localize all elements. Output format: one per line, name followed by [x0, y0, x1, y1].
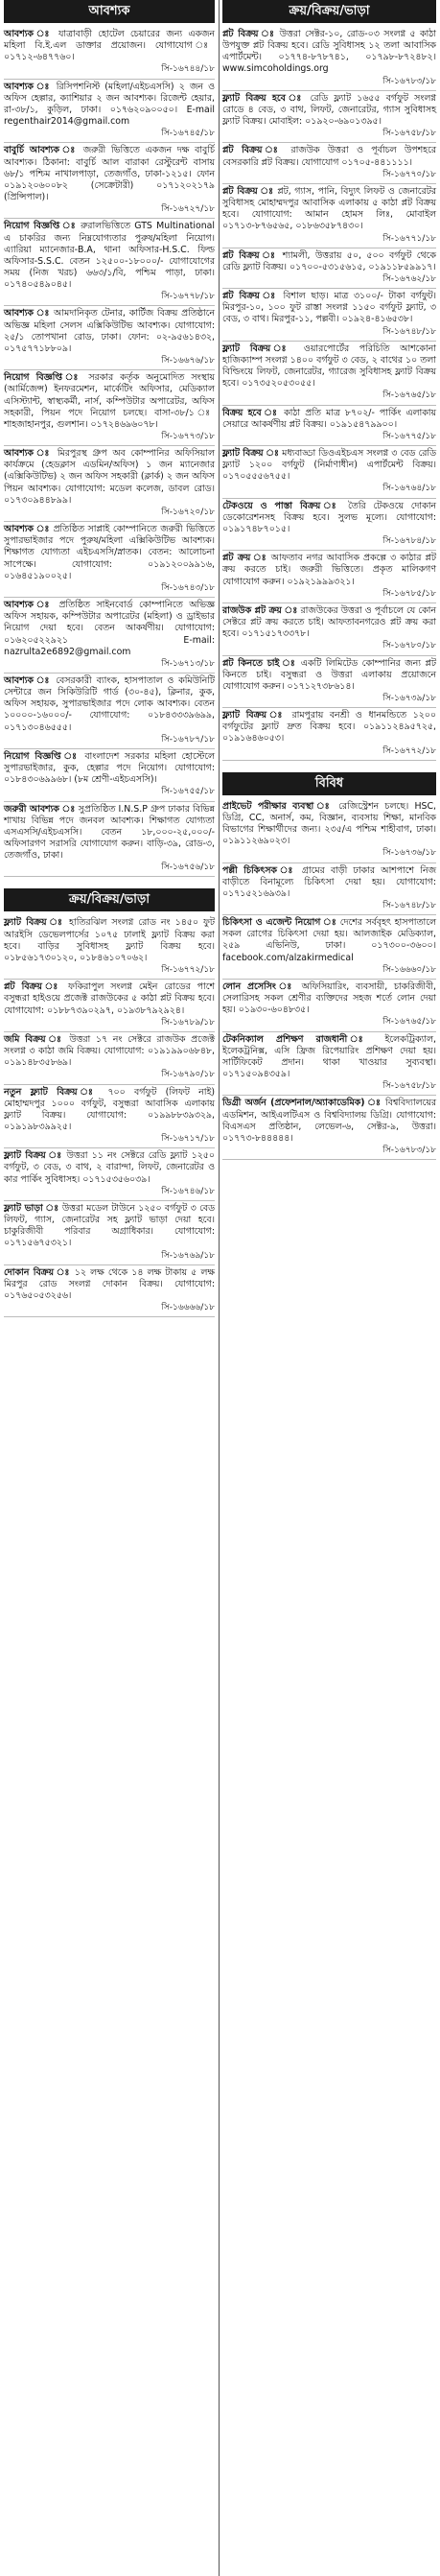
ad-body: মিরপুরস্থ গ্রুপ অব কোম্পানির অফিসিয়াল কার্যক্রমে (হেডক্লাস এডমিন/অফিস) ১ জন ম্যানেজার (এক্সিকিউটিভ) ২ জন অফিস সহকারী (ক্লার্ক) ২ জন অফিস পিয়ন আবশ্যক। যোগাযোগ: মডেল কলেজ, ডাবল রোড। ০১৭৩০৯৪৪৮৯৯।	[4, 448, 215, 506]
ad-heading: প্লট বিক্রয় ঃ	[4, 981, 62, 993]
ad-body: রাজউকের উত্তরা ও পূর্বাচলে যে কোন সেক্টরে প্লট ক্রয় করতে চাই। আফতাবনগরেও প্লট ক্রয় করা হবে। ০১৭১৫১৭৩৩৭৮।	[222, 604, 436, 640]
ad-body: বিশাল ছাড়। মাত্র ৩১০০/- টাকা বর্গফুট। মিরপুর-১০, ১০০ ফুট রাস্তা সংলগ্ন ১১৫০ বর্গফুট ফ্ল্যাট, ৩ বেড, ৩ বাথ। মিরপুর-১১, পল্লবী। ০১৯২৪-৪১৬৫৩৮।	[222, 291, 437, 325]
ad-body: ১২ লক্ষ থেকে ১৪ লক্ষ টাকায় ৫ লক্ষ মিরপুর রোড সংলগ্ন দোকান বিক্রয়। যোগাযোগ: ০১৭৬৫০৫৩২৫৬।	[4, 1266, 216, 1301]
ad-reference: সি-১৬৭৮৩/১৮	[382, 76, 436, 86]
ad-heading: নিয়োগ বিজ্ঞপ্তি ঃ	[4, 372, 82, 384]
ad-reference: সি-১৬৭৬৪/১৮	[382, 484, 436, 494]
ad-reference: সি-১৬৭৮৭/১৮	[161, 734, 215, 744]
ad-heading: আবশ্যক ঃ	[4, 674, 52, 686]
classified-ad	[4, 980, 215, 1032]
classified-ad	[4, 522, 215, 598]
ad-heading: দোকান বিক্রয় ঃ	[4, 1266, 71, 1278]
ad-body: রিসিপশনিস্ট (মহিলা/এইচএসসি) ২ জন ও অফিস হেল্পার, ক্যাশিয়ার ২ জন আবশ্যক। রিজেন্ট হেয়ার, রা-৩৮/১, কুড়িল, ঢাকা। ০১৭৬২০৯০০৫০। E-mail regenthair2014@gmail.com	[4, 81, 215, 128]
classified-ad	[222, 656, 436, 709]
classified-ad	[222, 603, 436, 656]
ad-heading: ফ্ল্যাট বিক্রয় ঃ	[222, 448, 280, 459]
ad-body: বিশ্ববিদ্যালয়ের এডমিশন, আইএলটিএস ও বিশ্ববিদ্যালয় ডিগ্রি। যোগাযোগ: বিএসএস প্রতিষ্ঠান, লেভেল-৬, সেক্টর-৯, উত্তরা। ০১৭৭৩-৮৪৪৪৪৪।	[222, 1098, 436, 1144]
ad-reference: সি-১৬৭২০/১৮	[161, 507, 215, 517]
ad-body: মধ্যবাড্ডা ডিওএইচএস সংলগ্ন ৩ বেড রেডি ফ্ল্যাট ১২০০ বর্গফুট (নির্মাণাধীন) এপার্টমেন্ট বিক্রয়। ০১৭০৫৫৫৬৭৫৫।	[222, 448, 436, 483]
ad-heading: নিয়োগ বিজ্ঞপ্তি ঃ	[4, 221, 77, 232]
ad-heading: নিয়োগ বিজ্ঞপ্তি ঃ	[4, 750, 80, 762]
ad-heading: লোন প্রসেসিং ঃ	[222, 981, 295, 992]
ad-body: সুপ্রতিষ্ঠিত I.N.S.P গ্রুপ ঢাকার বিভিন্ন শাখায় বিভিন্ন পদে জনবল আবশ্যক। শিক্ষাগত যোগ্যতা এসএসসি/এইচএসসি। বেতন ১৮,০০০-২৫,০০০/- অফিসারগণ সরাসরি যোগাযোগ করুন। বাড়ি-৩৯, রোড-৩, তেজগাঁও, ঢাকা।	[4, 803, 215, 862]
ad-reference: সি-১৬৭৮০/১৮	[382, 641, 436, 651]
ad-body: একটি লিমিটেড কোম্পানির জন্য প্লট কিনতে চাই। বসুন্ধরা ও উত্তরা এলাকায় প্রয়োজনে যোগাযোগ করুন। ০১৭১২৭৩৮৬১৪।	[222, 657, 436, 692]
ad-body: হাতিরঝিল সংলগ্ন রোড নং ১৪৫০ ফুট আরইসি ডেভেলপার্সের ১০৭৫ ঢালাই ফ্ল্যাট বিক্রয় করা হবে। বাড়ির সুবিধাসহ ফ্ল্যাট বিক্রয় হবে। ০১৮৫৬১৭৩০১২০, ০১৮৪৬১০৭০৬২।	[4, 917, 215, 963]
ad-heading: আবশ্যক ঃ	[4, 524, 50, 535]
ad-reference: সি-১৬৭৯০/১৮	[161, 1070, 215, 1080]
classified-section	[4, 888, 215, 1317]
classified-ad	[4, 674, 215, 749]
classified-ad	[222, 799, 436, 863]
classified-ad	[222, 708, 436, 761]
ad-heading: ফ্ল্যাট বিক্রয় ঃ	[222, 343, 294, 354]
ad-reference: সি-১৬৭৪৬/১৮	[161, 1186, 215, 1196]
ad-body: গ্রামের বাড়ী ঢাকার আশপাশে নিজ বাড়ীতে বিনামূল্যে চিকিৎসা দেয়া হয়। যোগাযোগ: ০১৭১৫২১৬৯৩৯।	[222, 864, 436, 899]
ad-heading: ফ্ল্যাট বিক্রয় ঃ	[222, 710, 286, 721]
classified-ad	[4, 80, 215, 144]
ad-reference: সি-১৬৭৬৫/১৮	[382, 1017, 436, 1028]
ad-reference: সি-১৬৭৪৪/১৮	[161, 64, 215, 75]
classified-ad	[222, 863, 436, 916]
ad-reference: সি-১৬৭৭০/১৮	[382, 169, 436, 179]
ad-reference: সি-১৬৭৭২/১৮	[161, 965, 215, 976]
column-divider	[219, 0, 220, 2576]
ad-reference: সি-১৬৭৫৮/১৮	[382, 1081, 436, 1092]
ad-reference: সি-১৬৬৭৬/১৮	[161, 356, 215, 366]
ad-heading: টেকনিক্যাল প্রশিক্ষণ রাজধানী ঃ	[222, 1033, 373, 1045]
ad-reference: সি-১৬৭৮৯/১৮	[161, 1017, 215, 1028]
classified-ad	[4, 1032, 215, 1085]
ad-heading: আবশ্যক ঃ	[4, 29, 53, 39]
ad-body: অফিসিয়ারিং, ব্যবসায়ী, চাকরিজীবী, সেলারিসহ সকল শ্রেণীর ব্যক্তিদের সহজ শর্তে লোন দেয়া হয়। ০১৯৩০-৬০৪৮৩৫।	[222, 981, 436, 1016]
ad-heading: প্লট বিক্রয় ঃ	[222, 29, 276, 39]
ad-heading: আবশ্যক ঃ	[4, 308, 51, 319]
classified-ad	[222, 27, 436, 91]
classified-ad	[222, 184, 436, 248]
ad-body: ৭০০ বর্গফুট (লিফট নাই) মোহাম্মদপুর ১০০০ বর্গফুট, বসুন্ধরা আবাসিক এলাকায় ফ্ল্যাট বিক্রয়। যোগাযোগ: ০১৯৯৮৮৩৯৩২৯, ০১৯১৯৮৩৯৯২৫।	[4, 1086, 215, 1132]
ad-reference: সি-১৬৭৭৮/১৮	[161, 292, 215, 302]
ad-reference: সি-১৬৭২৭/১৮	[161, 204, 215, 215]
ad-reference: সি-১৬৭৭৫/১৮	[382, 431, 436, 441]
classified-ad	[4, 1265, 215, 1318]
ad-reference: সি-১৬৭৬২/১৮	[382, 273, 436, 284]
ad-reference: সি-১৬৭৭১/১৮	[382, 233, 436, 244]
ad-body: বেসরকারী ব্যাংক, হাসপাতাল ও কমিউনিটি সেন্টারে জন সিকিউরিটি গার্ড (৩০-৪৫), ক্লিনার, কুক, অফিস সহায়ক, সুপারভাইজার পদে লোক আবশ্যক। বেতন ১০০০০-১৬০০০/- যোগাযোগ: ০১৮৪৩৩৩৯৬৯৯, ০১৭১৩০৪৬৫৫৫।	[4, 674, 215, 733]
classified-ad	[4, 915, 215, 980]
classified-ad	[4, 749, 215, 802]
ad-heading: প্লট কিনতে চাই ঃ	[222, 657, 297, 669]
ad-body: রেজিস্ট্রেশন চলছে। HSC, ডিগ্রি, CC, অনার্স, কম, বিজ্ঞান, ব্যবসায় শিক্ষা, মানবিক বিভাগের শিক্ষার্থীদের জন্য। ২৩৫/এ পশ্চিম শাহীবাগ, ঢাকা। ০১৯১১২৬৯০২৩।	[222, 800, 436, 847]
ad-body: উত্তরা সেক্টর-১০, রোড-০৩ সংলগ্ন ৫ কাঠা উপযুক্ত প্লট বিক্রয় হবে। রেডি সুবিধাসহ ১২ তলা আবাসিক এপার্টমেন্ট। ০১৭৭৪-৮৭৮৭৪১, ০১৭৯৮-৮৭২৪৮২। www.simcoholdings.org	[222, 29, 436, 75]
section-header: ক্রয়/বিক্রয়/ভাড়া	[4, 888, 215, 911]
ad-body: আমদানিকৃত টেনার, কার্টিজ বিক্রয় প্রতিষ্ঠানে অভিজ্ঞ মহিলা সেলস এক্সিকিউটিভ আবশ্যক। যোগাযোগ: ২৫/১ তোপখানা রোড, ঢাকা। ফোন: ০২-৯৫৬১৪৩২, ০১৭৫৭৭১৮৮০৯।	[4, 308, 216, 354]
ad-body: উত্তরা ১৭ নং সেক্টরে রাজউক প্রজেক্ট সংলগ্ন ৩ কাঠা জমি বিক্রয়। যোগাযোগ: ০১৯১৯৯০৬৮৪৮, ০১৯১৪৮৩৫৮৬৯।	[4, 1033, 215, 1069]
classified-ad	[4, 1085, 215, 1149]
classified-ad	[222, 91, 436, 144]
ad-heading: ফ্ল্যাট বিক্রয় ঃ	[4, 1150, 63, 1162]
ad-reference: সি-১৬৭৭২/১৮	[382, 745, 436, 756]
classified-ad	[222, 1032, 436, 1097]
ad-body: দেশের সর্ববৃহৎ হাসপাতালে সকল রোগের চিকিৎসা দেয়া হয়। আলজাইক মেডিক্যাল, ২৫৯ এভিনিউ, ঢাকা। ০১৭৩০০-৩৬০০। facebook.com/alzakirmedical	[222, 917, 436, 963]
classified-section	[4, 0, 215, 877]
ad-reference: সি-১৬৭৪৮/১৮	[382, 326, 436, 337]
ad-body: ফকিরাপুল সংলগ্ন মেইন রোডের পাশে বসুন্ধরা হাইওয়ে প্রজেক্ট রাজউকের ৫ কাঠা প্লট বিক্রয় হবে। যোগাযোগ: ০১৮৮৭৩৯০২৯৭, ০১৯৩৮৭৯২৯২৪।	[4, 981, 216, 1016]
ad-reference: সি-১৬৭১৭/১৮	[161, 1134, 215, 1145]
ad-body: রামপুরায় বনশ্রী ও ধানমন্ডিতে ১২০০ বর্গফুটের ফ্ল্যাট দ্রুত বিক্রয় হবে। ০১৯১১২৪৯৫৭২৫, ০১৯১৬৪৬০৫৩।	[222, 710, 436, 744]
ad-reference: সি-১৬৭৪৩/১৮	[161, 582, 215, 593]
classified-ad	[4, 219, 215, 306]
ad-reference: সি-১৬৭৬৫/১৮	[382, 390, 436, 401]
ad-heading: আবশ্যক ঃ	[4, 600, 53, 611]
classified-ad	[4, 598, 215, 674]
ad-body: বাংলাদেশ সরকার মহিলা হোস্টেলে সুপারভাইজার, কুক, হেল্পার পদে নিয়োগ। যোগাযোগ: ০১৮৪৩০৬৯৯৬৮। (৮ম শ্রেণী-এইচএসসি)।	[4, 750, 215, 786]
ad-reference: সি-১৬৭৮৩/১৮	[382, 1145, 436, 1155]
ad-reference: সি-১৬৭৫৫/১৮	[161, 787, 215, 797]
ad-heading: ফ্ল্যাট বিক্রয় ঃ	[4, 917, 64, 929]
ad-body: রুরালভিত্তিতে GTS Multinational এ চাকরির জন্য নিম্নযোগ্যতার পুরুষ/মহিলা নিয়োগ। এ্যারিয়া ম্যানেজার-B.A, থানা অফিসার-H.S.C. ফিল্ড অফিসার-S.S.C. বেতন ১২৫০০-১৮০০০/- যোগাযোগের সময় (নিজ খরচ) ৬৬৩/১/বি, পশ্চিম পাড়া, ঢাকা। ০১৭৪০৫৪৯০৪৫।	[4, 221, 216, 291]
ad-heading: প্লট বিক্রয় ঃ	[222, 185, 274, 197]
ad-heading: প্লট বিক্রয় ঃ	[222, 249, 278, 261]
ad-body: রেডি ফ্ল্যাট ১৬৫৫ বর্গফুট সংলগ্ন রোডে ৪ বেড, ৩ বাথ, লিফট, জেনারেটর, গ্যাস সুবিধাসহ ফ্ল্যাট বিক্রয়। মোবাইল: ০১৯২০-৬৯০১৩৯৫।	[222, 92, 436, 128]
ad-reference: সি-১৬৬৬৬/১৮	[161, 1303, 215, 1313]
ad-body: কাঠা প্রতি মাত্র ৮৭০২/- পার্কিং এলাকায় সেয়ারে আকর্ষণীয় প্লট বিক্রয়। ০১৯১৫৪৭৯৯০০।	[222, 407, 437, 430]
ad-body: ইলেকট্রিক্যাল, ইলেকট্রনিক্স, এসি ফ্রিজ রিপেয়ারিং প্রশিক্ষণ দেয়া হয়। সার্টিফিকেট প্রদান। থাকা খাওয়ার সুব্যবস্থা। ০১৭১৫০৯৪৩৫৯।	[222, 1033, 436, 1080]
ad-heading: বাবুর্চি আবশ্যক ঃ	[4, 145, 78, 156]
classified-ad	[222, 551, 436, 603]
ad-reference: সি-১৬৭১৩/১৮	[161, 658, 215, 669]
classified-ad	[222, 406, 436, 446]
ad-reference: সি-১৬৭৫৮/১৮	[382, 129, 436, 139]
classified-ad	[4, 306, 215, 370]
classified-ad	[4, 143, 215, 219]
ad-reference: সি-১৬৭৭৩/১৮	[161, 432, 215, 441]
classified-ad	[222, 342, 436, 406]
ad-heading: বিক্রয় হবে ঃ	[222, 407, 280, 418]
ad-heading: আবশ্যক ঃ	[4, 81, 52, 92]
ad-heading: রাজউক প্লট ক্রয় ঃ	[222, 604, 298, 616]
classified-ad	[222, 915, 436, 980]
classified-ad	[4, 1201, 215, 1265]
ad-reference: সি-১৬৭৪৫/১৮	[161, 129, 215, 139]
ad-body: যাত্রাবাড়ী হোটেল চেয়ারের জন্য একজন মহিলা বি.ই.এল ডাক্তার প্রয়োজন। যোগাযোগ ঃ ০১৭১২-৬৪৭৭৬০।	[4, 29, 215, 63]
ad-heading: ফ্ল্যাট বিক্রয় হবে ঃ	[222, 92, 305, 104]
ad-reference: সি-১৬৭৩৯/১৮	[382, 693, 436, 703]
ad-reference: সি-১৬৭৬৯/১৮	[161, 1250, 215, 1261]
ad-heading: আবশ্যক ঃ	[4, 448, 53, 460]
ad-heading: টেকওয়ে ও পাস্তা বিক্রয় ঃ	[222, 500, 341, 511]
section-header: আবশ্যক	[4, 0, 215, 23]
ad-heading: ডিগ্রী অর্জন (প্রফেশনাল/অ্যাকাডেমিক) ঃ	[222, 1098, 382, 1109]
ad-body: উত্তরা মডেল টাউনে ১২৫০ বর্গফুট ৩ বেড লিফট, গ্যাস, জেনারেটর সহ ফ্ল্যাট ভাড়া দেয়া হবে। চাকুরিজীবী পরিবার অগ্রাধিকার। যোগাযোগ: ০১৭১৫৬৭৫৩২১।	[4, 1202, 215, 1249]
ad-body: উত্তরা ১১ নং সেক্টরে রেডি ফ্ল্যাট ১২৫০ বর্গফুট, ৩ বেড, ৩ বাথ, ২ বারান্দা, লিফট, জেনারেটর ও কার পার্কিং সুবিধাসহ। ০১৭১৫৩৫৬০৩৯।	[4, 1150, 215, 1185]
section-header: ক্রয়/বিক্রয়/ভাড়া	[222, 0, 436, 23]
classified-ad	[222, 143, 436, 183]
ad-body: ওয়ারপোর্টের পরিচিতি আশকোনা হাজিক্যাম্প সংলগ্ন ১৪০০ বর্গফুট ৩ বেড, ২ বাথের ১০ তলা বিল্ডিংয়ে লিফট, জেনারেটর, গ্যারেজ সুবিধাসহ ফ্ল্যাট বিক্রয় হবে। ০১৭৩৫২০৫৩০৫৫।	[222, 343, 436, 390]
ad-body: শ্যামলী, উত্তরায় ৫০, ৫০০ বর্গফুট থেকে রেডি ফ্ল্যাট বিক্রয়। ০১৭০০-৫৩১৫৬১৫, ০১৯১১৮৫৯৯১৭।	[222, 249, 436, 272]
ad-reference: সি-১৬৭৩৬/১৮	[382, 848, 436, 859]
ad-reference: সি-১৬৬৬০/১৮	[382, 964, 436, 975]
right-column	[222, 0, 436, 1171]
section-header: বিবিধ	[222, 772, 436, 795]
ad-body: প্লট, গ্যাস, পানি, বিদ্যুৎ লিফট ও জেনারেটর সুবিধাসহ মোহাম্মদপুর আবাসিক এলাকায় ৫ কাঠা প্লট বিক্রয় হবে। যোগাযোগ: আমান হোমস লিঃ, মোবাইল ০১৭১৩-৮৭৬৫৬৫, ০১৮৬৩৫৮৭৪৩০।	[222, 185, 436, 232]
ad-body: জরুরী ভিত্তিতে একজন দক্ষ বাবুর্চি আবশ্যক। ঠিকানা: বাবুর্চি আল বারাকা রেস্টুরেন্ট বাসায় ৬৮/১ পশ্চিম নাখালপাড়া, তেজগাঁও, ঢাকা-১২১৫। ফোন ০১৯১২০৬০০৮২ (সেক্রেটারী) ০১৭১২০২১৭৯ (প্রিন্সিপাল)।	[4, 145, 215, 203]
ad-heading: প্লট বিক্রয় ঃ	[222, 145, 284, 156]
ad-body: সরকার কর্তৃক অনুমোদিত সংস্থায় (আর্মিজেন্স) ইনফরমেশন, মার্কেটিং অফিসার, মেডিক্যাল এসিস্ট্যান্ট, স্বাস্থ্যকর্মী, নার্স, কম্পিউটার অপারেটর, অফিস সহকারী, পিয়ন পদে নিয়োগ চলছে। বাসা-৩৮/১ ঃ শাহজাহানপুর, গুলশান। ০১৭২৪৬৯৬০৭৮।	[4, 372, 215, 430]
ad-reference: সি-১৬৭৮৫/১৮	[382, 588, 436, 599]
left-column	[4, 0, 215, 1329]
ad-reference: সি-১৬৭৫৬/১৮	[161, 863, 215, 873]
ad-heading: প্রাইভেট পরীক্ষার ব্যবস্থা ঃ	[222, 800, 333, 812]
ad-body: রাজউক উত্তরা ও পূর্বাচল উপশহরে বেসরকারি প্লট বিক্রয়। যোগাযোগ ০১৭০৫-৪৪১১১১।	[222, 145, 437, 168]
classified-ad	[4, 446, 215, 522]
ad-body: তৈরি টেকওয়ে দোকান ডেকোরেশনসহ বিক্রয় হবে। সুলভ মূল্যে। যোগাযোগ: ০১৯১৭৪৮৭০১৫।	[222, 500, 437, 534]
ad-heading: ফ্ল্যাট ভাড়া ঃ	[4, 1202, 59, 1214]
classified-ad	[222, 499, 436, 552]
classified-ad	[4, 27, 215, 80]
classified-section	[222, 0, 436, 761]
classified-ad	[222, 980, 436, 1032]
ad-heading: জমি বিক্রয় ঃ	[4, 1033, 64, 1045]
classified-section	[222, 772, 436, 1160]
ad-body: প্রতিষ্ঠিত সাইনবোর্ড কোম্পানিতে অভিজ্ঞ অফিস সহায়ক, কম্পিউটার অপারেটর (মহিলা) ও ড্রাইভার নিয়োগ দেয়া হবে। বেতন আকর্ষণীয়। যোগাযোগ: ০১৬২০৫২২৯২১ E-mail: nazrulta2e6892@gmail.com	[4, 600, 216, 657]
ad-heading: প্লট বিক্রয় ঃ	[222, 291, 278, 302]
ad-heading: জরুরী আবশ্যক ঃ	[4, 803, 76, 815]
classified-ad	[4, 802, 215, 878]
ad-heading: চিকিৎসা ও এজেন্ট নিয়োগ ঃ	[222, 917, 337, 929]
ad-heading: নতুন ফ্ল্যাট বিক্রয় ঃ	[4, 1086, 100, 1098]
classified-ad	[4, 370, 215, 446]
classified-ad	[222, 289, 436, 342]
classified-ad	[4, 1148, 215, 1201]
classified-ad	[222, 1096, 436, 1160]
ad-body: আফতাব নগর আবাসিক প্রকল্পে ৩ কাঠার প্লট ক্রয় করতে চাই। জরুরী ভিত্তিতে। প্রকৃত মালিকগণ যোগাযোগ করুন। ০১৯২১৯৯৯৩২১।	[222, 553, 436, 587]
ad-reference: সি-১৬৭৮৪/১৮	[382, 536, 436, 547]
ad-heading: প্লট ক্রয় ঃ	[222, 553, 267, 564]
ad-body: প্রতিষ্ঠিত সাপ্লাই কোম্পানিতে জরুরী ভিত্তিতে সুপারভাইজার পদে পুরুষ/মহিলা এক্সিকিউটিভ আবশ্যক। শিক্ষাগত যোগ্যতা এইচএসসি/স্নাতক। বেতন: আলোচনা সাপেক্ষে। যোগাযোগ: ০১৯১২০০৯৯১৬, ০১৬৪৫১৯০০২৫।	[4, 524, 215, 581]
classified-ad	[222, 446, 436, 499]
ad-heading: পল্লী চিকিৎসক ঃ	[222, 864, 296, 876]
classified-ad	[222, 248, 436, 289]
ad-reference: সি-১৬৭৪৮/১৮	[382, 901, 436, 910]
